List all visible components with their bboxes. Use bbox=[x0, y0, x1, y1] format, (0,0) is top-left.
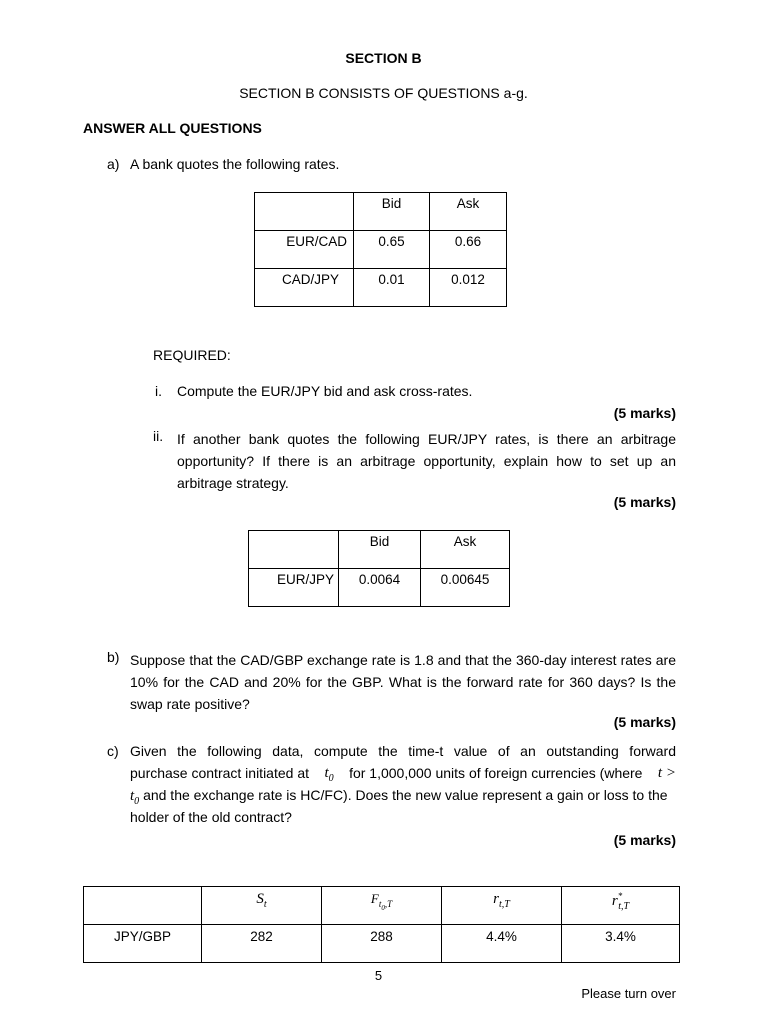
table-cell: CAD/JPY bbox=[255, 269, 354, 307]
forward-contract-table bbox=[83, 886, 680, 963]
table-cell: 3.4% bbox=[562, 925, 680, 963]
question-a-label: a) bbox=[107, 156, 120, 172]
table-cell: 0.01 bbox=[354, 269, 430, 307]
table-cell: 4.4% bbox=[442, 925, 562, 963]
t-greater-symbol: t > bbox=[657, 765, 676, 781]
question-c-line2 bbox=[130, 765, 676, 784]
table-header-cell: Bid bbox=[354, 193, 430, 231]
table-cell: 288 bbox=[322, 925, 442, 963]
table-cell: EUR/JPY bbox=[249, 569, 339, 607]
eurjpy-table bbox=[248, 530, 510, 607]
table-header-cell bbox=[84, 887, 202, 925]
question-c-line3 bbox=[130, 787, 668, 807]
table-row bbox=[255, 269, 507, 307]
table-header-cell: Ask bbox=[421, 531, 510, 569]
table-cell: 0.66 bbox=[430, 231, 507, 269]
table-cell: 282 bbox=[202, 925, 322, 963]
question-c-line2-start: purchase contract initiated at bbox=[130, 765, 309, 781]
table-header-cell bbox=[255, 193, 354, 231]
sub-question-ii-text: If another bank quotes the following EUR/JPY rates, is there an arbitrage opportunity? If there is an arbitrage opportunity, explain how to set up an arbitrage strategy. bbox=[177, 431, 676, 491]
table-row bbox=[249, 569, 510, 607]
question-a-text: A bank quotes the following rates. bbox=[130, 156, 340, 172]
table-row bbox=[84, 925, 680, 963]
table-cell: JPY/GBP bbox=[84, 925, 202, 963]
table-row bbox=[255, 231, 507, 269]
spot-rate-header: $S_t$ bbox=[202, 887, 322, 925]
marks-label: (5 marks) bbox=[613, 832, 676, 848]
table-cell: EUR/CAD bbox=[255, 231, 354, 269]
sub-question-ii-label: ii. bbox=[153, 428, 164, 444]
foreign-rate-header: $r^*_{t,T}$ bbox=[562, 887, 680, 925]
sub-question-i-text: Compute the EUR/JPY bid and ask cross-rates. bbox=[177, 383, 473, 399]
table-header-cell: Ask bbox=[430, 193, 507, 231]
marks-label: (5 marks) bbox=[613, 714, 676, 730]
section-subtitle: SECTION B CONSISTS OF QUESTIONS a-g. bbox=[239, 85, 528, 101]
table-cell: 0.00645 bbox=[421, 569, 510, 607]
question-c-line2-middle: for 1,000,000 units of foreign currencies (where bbox=[349, 765, 643, 781]
question-c-label: c) bbox=[107, 743, 119, 759]
t0-symbol: $t_0$ bbox=[130, 788, 140, 807]
question-b-text: Suppose that the CAD/GBP exchange rate is 1.8 and that the 360-day interest rates are 10% for the CAD and 20% for the GBP. What is the forward rate for 360 days? Is the swap rate positive? bbox=[130, 652, 676, 712]
table-cell: 0.0064 bbox=[339, 569, 421, 607]
table-cell: 0.012 bbox=[430, 269, 507, 307]
required-label: REQUIRED: bbox=[153, 347, 231, 363]
question-c-line1: Given the following data, compute the time-t value of an outstanding forward bbox=[130, 743, 676, 759]
question-c-line3-text: and the exchange rate is HC/FC). Does the new value represent a gain or loss to the bbox=[143, 787, 668, 803]
marks-label: (5 marks) bbox=[613, 494, 676, 510]
table-cell: 0.65 bbox=[354, 231, 430, 269]
table-header-cell bbox=[249, 531, 339, 569]
sub-question-i-label: i. bbox=[155, 383, 162, 399]
forward-rate-header: $F_{t_0,T}$ bbox=[322, 887, 442, 925]
marks-label: (5 marks) bbox=[613, 405, 676, 421]
section-title: SECTION B bbox=[345, 50, 422, 66]
instruction-heading: ANSWER ALL QUESTIONS bbox=[83, 120, 262, 136]
page-number: 5 bbox=[374, 968, 383, 983]
question-c-line4: holder of the old contract? bbox=[130, 809, 292, 825]
domestic-rate-header: $r_{t,T}$ bbox=[442, 887, 562, 925]
rates-table bbox=[254, 192, 507, 307]
question-b-label: b) bbox=[107, 649, 120, 665]
turn-over-note: Please turn over bbox=[581, 986, 676, 1001]
t0-symbol: $t_0$ bbox=[324, 765, 334, 784]
table-header-cell: Bid bbox=[339, 531, 421, 569]
